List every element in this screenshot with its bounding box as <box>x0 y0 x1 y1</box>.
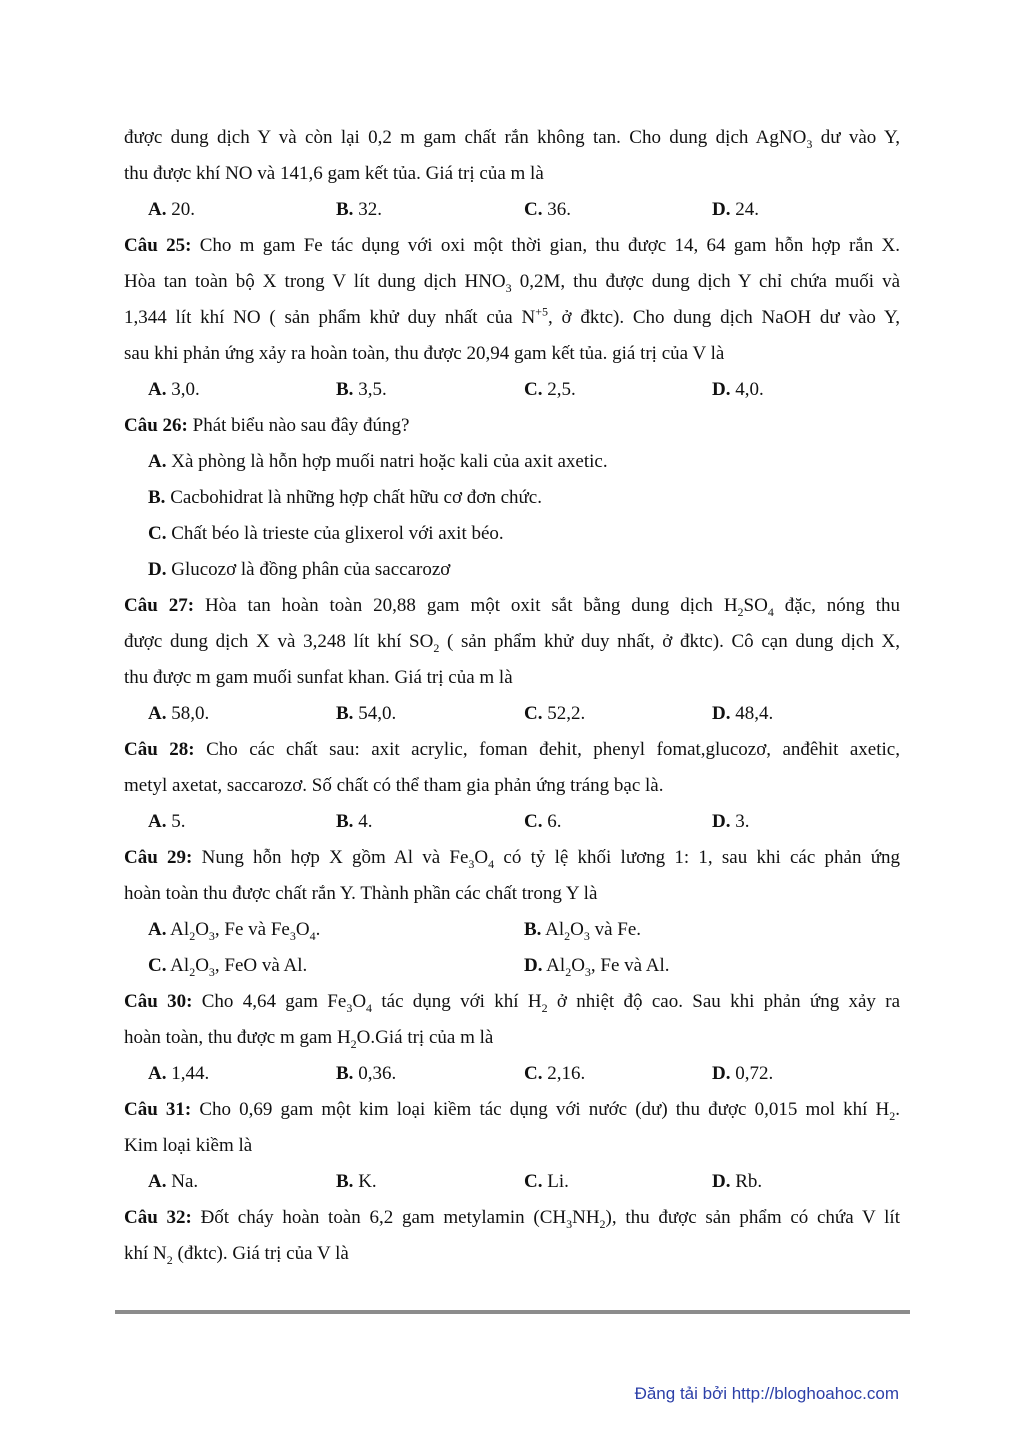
option-a[interactable]: A. 3,0. <box>148 379 200 400</box>
q24-options <box>124 195 900 231</box>
q29-line-1: Câu 29: Nung hỗn hợp X gồm Al và $Fe_3O_4$ có tỷ lệ khối lương 1: 1, sau khi các phản ứng <box>124 847 900 871</box>
question-label: Câu 27: <box>124 595 195 616</box>
q29-line-2: hoàn toàn thu được chất rắn Y. Thành phần các chất trong Y là <box>124 883 598 904</box>
option-b[interactable]: B. K. <box>336 1171 377 1192</box>
option-d[interactable]: D. 3. <box>712 811 750 832</box>
q25-line-1: Câu 25: Cho m gam Fe tác dụng với oxi một thời gian, thu được 14, 64 gam hỗn hợp rắn X. <box>124 235 900 256</box>
q25-line-3: 1,344 lít khí NO ( sản phẩm khử duy nhất của $N^{+5}$, ở đktc). Cho dung dịch NaOH dư vào Y, <box>124 304 900 328</box>
q27-options <box>124 699 900 735</box>
option-d[interactable]: D. Rb. <box>712 1171 763 1192</box>
question-label: Câu 31: <box>124 1099 192 1120</box>
q32-line-2: khí $N_2$ (đktc). Giá trị của V là <box>124 1243 349 1267</box>
option-a[interactable]: A. $Al_2O_3$, Fe và $Fe_3O_4$. <box>148 919 321 943</box>
option-b[interactable]: B. 0,36. <box>336 1063 397 1084</box>
q24-line-2: thu được khí NO và 141,6 gam kết tủa. Giá trị của m là <box>124 163 544 184</box>
q31-line-2: Kim loại kiềm là <box>124 1135 253 1156</box>
q28-line-2: metyl axetat, saccarozơ. Số chất có thể tham gia phản ứng tráng bạc là. <box>124 775 664 796</box>
q26-line-1: Câu 26: Phát biểu nào sau đây đúng? <box>124 415 410 436</box>
q30-options <box>124 1059 900 1095</box>
footer-link[interactable]: Đăng tải bởi http://bloghoahoc.com <box>634 1384 899 1403</box>
option-a[interactable]: A. 20. <box>148 199 195 220</box>
option-d[interactable]: D. Glucozơ là đồng phân của saccarozơ <box>148 559 451 580</box>
option-d[interactable]: D. 24. <box>712 199 759 220</box>
q24-line-1: được dung dịch Y và còn lại 0,2 m gam chất rắn không tan. Cho dung dịch AgNO$_3$ dư vào Y, <box>124 127 900 151</box>
q31-line-1: Câu 31: Cho 0,69 gam một kim loại kiềm tác dụng với nước (dư) thu được 0,015 mol khí $H_2$. <box>124 1099 900 1123</box>
footer-divider <box>115 1310 910 1314</box>
option-a[interactable]: A. Na. <box>148 1171 199 1192</box>
question-label: Câu 26: <box>124 415 188 436</box>
q28-line-1: Câu 28: Cho các chất sau: axit acrylic, foman đehit, phenyl fomat,glucozơ, anđêhit axetic, <box>124 739 900 760</box>
option-b[interactable]: B. 32. <box>336 199 382 220</box>
q27-line-3: thu được m gam muối sunfat khan. Giá trị của m là <box>124 667 513 688</box>
option-d[interactable]: D. $Al_2O_3$, Fe và Al. <box>524 955 670 979</box>
option-c[interactable]: C. 2,5. <box>524 379 576 400</box>
option-d[interactable]: D. 0,72. <box>712 1063 774 1084</box>
option-c[interactable]: C. 2,16. <box>524 1063 586 1084</box>
q25-line-4: sau khi phản ứng xảy ra hoàn toàn, thu được 20,94 gam kết tủa. giá trị của V là <box>124 343 725 364</box>
q30-line-2: hoàn toàn, thu được m gam $H_2O.Giá$ trị của m là <box>124 1027 494 1051</box>
q27-line-2: được dung dịch X và 3,248 lít khí $SO_2$ ( sản phẩm khử duy nhất, ở đktc). Cô cạn dung dịch X, <box>124 631 900 655</box>
option-c[interactable]: C. Chất béo là trieste của glixerol với axit béo. <box>148 523 504 544</box>
q28-options <box>124 807 900 843</box>
q25-options <box>124 375 900 411</box>
option-a[interactable]: A. Xà phòng là hỗn hợp muối natri hoặc kali của axit axetic. <box>148 451 608 472</box>
question-label: Câu 32: <box>124 1207 192 1228</box>
option-c[interactable]: C. 36. <box>524 199 571 220</box>
question-label: Câu 25: <box>124 235 192 256</box>
option-a[interactable]: A. 1,44. <box>148 1063 210 1084</box>
option-d[interactable]: D. 48,4. <box>712 703 774 724</box>
q30-line-1: Câu 30: Cho 4,64 gam $Fe_3O_4$ tác dụng với khí $H_2$ ở nhiệt độ cao. Sau khi phản ứng xảy ra <box>124 991 900 1015</box>
option-b[interactable]: B. $Al_2O_3$ và Fe. <box>524 919 642 943</box>
q32-line-1: Câu 32: Đốt cháy hoàn toàn 6,2 gam metylamin $(CH_3NH_2)$, thu được sản phẩm có chứa V lít <box>124 1207 900 1231</box>
question-label: Câu 30: <box>124 991 193 1012</box>
option-d[interactable]: D. 4,0. <box>712 379 764 400</box>
option-b[interactable]: B. 3,5. <box>336 379 387 400</box>
option-c[interactable]: C. Li. <box>524 1171 569 1192</box>
option-a[interactable]: A. 5. <box>148 811 186 832</box>
q29-options-row-2 <box>124 951 900 987</box>
q27-line-1: Câu 27: Hòa tan hoàn toàn 20,88 gam một oxit sắt bằng dung dịch $H_2SO_4$ đặc, nóng thu <box>124 595 900 619</box>
question-label: Câu 29: <box>124 847 193 868</box>
question-label: Câu 28: <box>124 739 195 760</box>
option-c[interactable]: C. $Al_2O_3$, FeO và Al. <box>148 955 308 979</box>
option-a[interactable]: A. 58,0. <box>148 703 210 724</box>
option-b[interactable]: B. Cacbohidrat là những hợp chất hữu cơ đơn chức. <box>148 487 542 508</box>
option-c[interactable]: C. 6. <box>524 811 562 832</box>
q29-options-row-1 <box>124 915 900 951</box>
option-c[interactable]: C. 52,2. <box>524 703 586 724</box>
q31-options <box>124 1167 900 1203</box>
q25-line-2: Hòa tan toàn bộ X trong V lít dung dịch $HNO_3$ 0,2M, thu được dung dịch Y chỉ chứa muối và <box>124 271 900 295</box>
option-b[interactable]: B. 54,0. <box>336 703 397 724</box>
exam-page <box>124 123 900 1275</box>
option-b[interactable]: B. 4. <box>336 811 373 832</box>
